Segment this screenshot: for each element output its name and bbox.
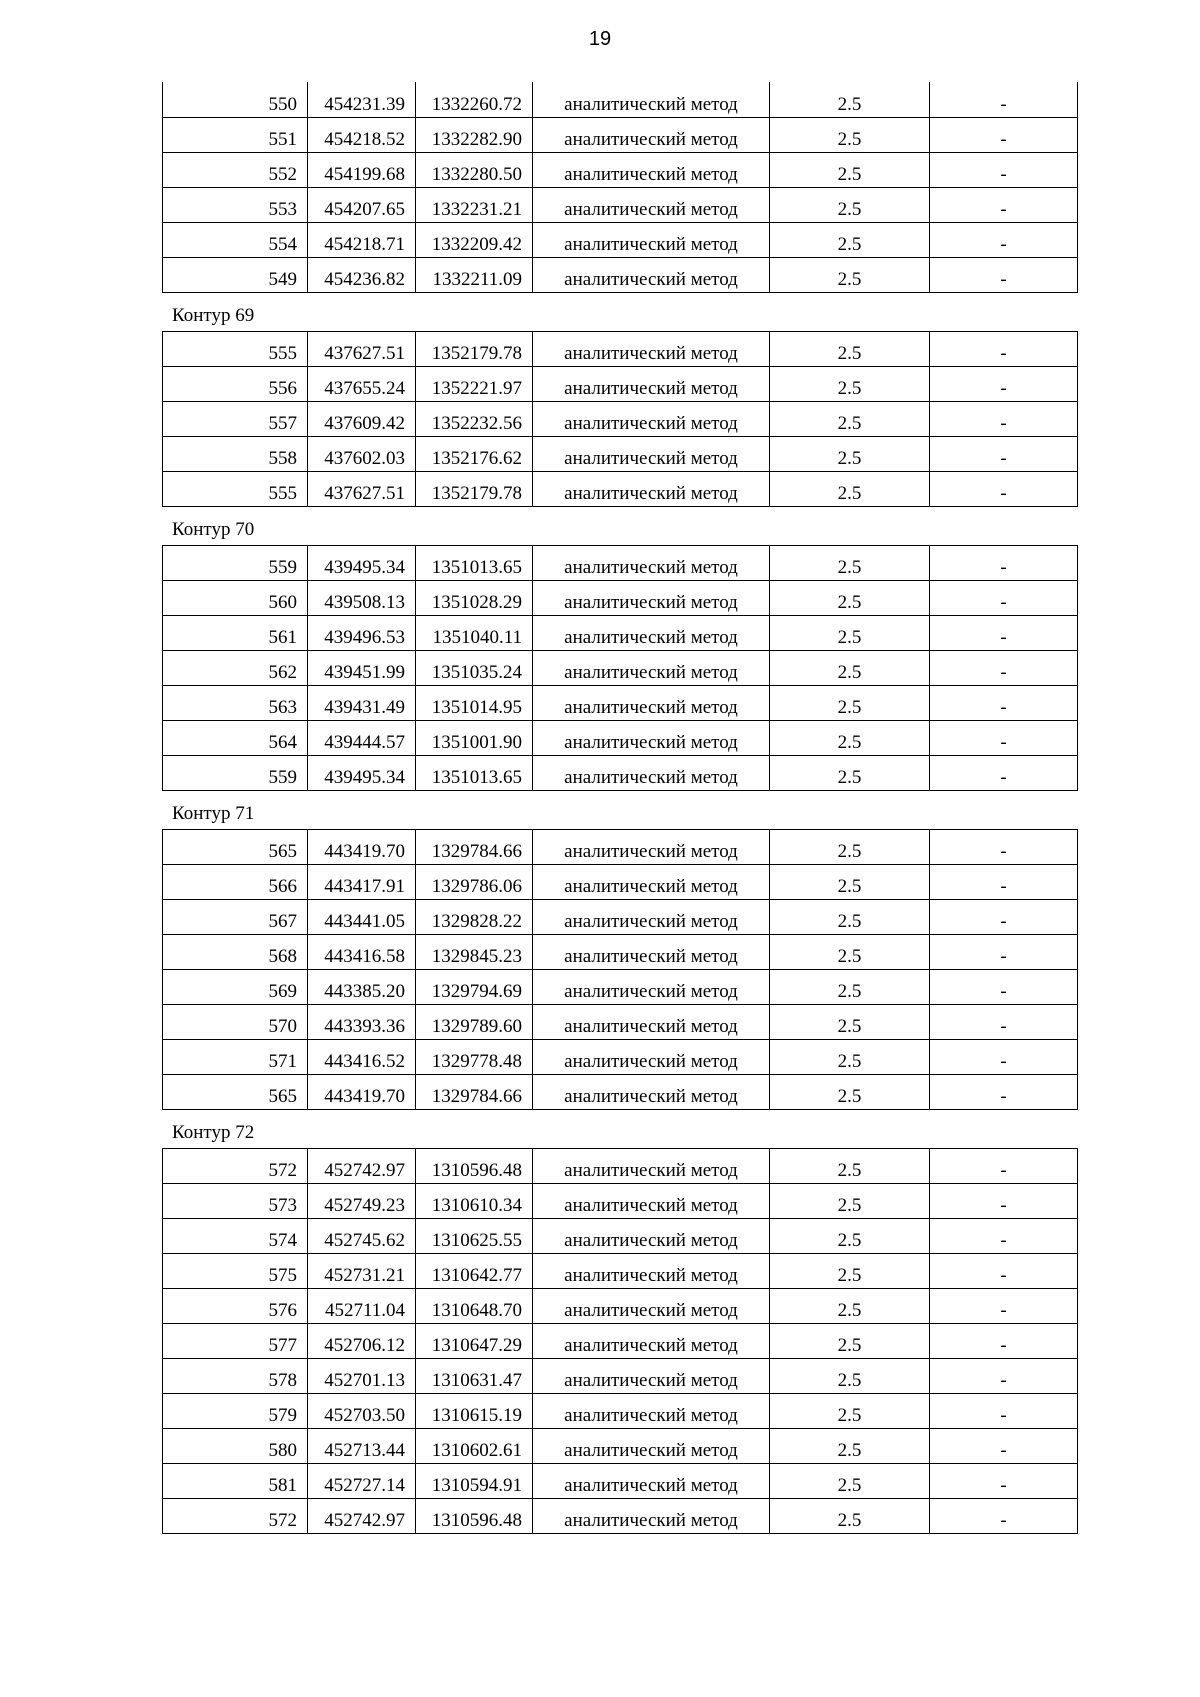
y-coordinate-cell: 1329784.66: [416, 829, 533, 864]
table-row: [163, 650, 1078, 685]
description-cell: -: [930, 1074, 1078, 1109]
accuracy-cell: 2.5: [770, 436, 930, 471]
table-row: [163, 1428, 1078, 1463]
method-cell: аналитический метод: [533, 864, 770, 899]
accuracy-cell: 2.5: [770, 82, 930, 117]
accuracy-cell: 2.5: [770, 685, 930, 720]
point-number-cell: 563: [163, 685, 308, 720]
accuracy-cell: 2.5: [770, 580, 930, 615]
description-cell: -: [930, 545, 1078, 580]
x-coordinate-cell: 439451.99: [308, 650, 416, 685]
point-number-cell: 561: [163, 615, 308, 650]
table-row: [163, 864, 1078, 899]
y-coordinate-cell: 1329789.60: [416, 1004, 533, 1039]
y-coordinate-cell: 1332209.42: [416, 222, 533, 257]
accuracy-cell: 2.5: [770, 755, 930, 790]
x-coordinate-cell: 443393.36: [308, 1004, 416, 1039]
x-coordinate-cell: 454199.68: [308, 152, 416, 187]
point-number-cell: 552: [163, 152, 308, 187]
table-row: [163, 1074, 1078, 1109]
point-number-cell: 549: [163, 257, 308, 292]
point-number-cell: 577: [163, 1323, 308, 1358]
method-cell: аналитический метод: [533, 1039, 770, 1074]
table-row: [163, 152, 1078, 187]
description-cell: -: [930, 1288, 1078, 1323]
method-cell: аналитический метод: [533, 222, 770, 257]
x-coordinate-cell: 443385.20: [308, 969, 416, 1004]
method-cell: аналитический метод: [533, 401, 770, 436]
description-cell: -: [930, 1323, 1078, 1358]
point-number-cell: 580: [163, 1428, 308, 1463]
y-coordinate-cell: 1352179.78: [416, 331, 533, 366]
y-coordinate-cell: 1351028.29: [416, 580, 533, 615]
method-cell: аналитический метод: [533, 1218, 770, 1253]
x-coordinate-cell: 454218.52: [308, 117, 416, 152]
accuracy-cell: 2.5: [770, 545, 930, 580]
accuracy-cell: 2.5: [770, 1039, 930, 1074]
table-row: [163, 82, 1078, 117]
table-row: [163, 1183, 1078, 1218]
y-coordinate-cell: 1332260.72: [416, 82, 533, 117]
y-coordinate-cell: 1310631.47: [416, 1358, 533, 1393]
point-number-cell: 558: [163, 436, 308, 471]
point-number-cell: 555: [163, 471, 308, 506]
x-coordinate-cell: 437627.51: [308, 471, 416, 506]
method-cell: аналитический метод: [533, 331, 770, 366]
point-number-cell: 550: [163, 82, 308, 117]
point-number-cell: 569: [163, 969, 308, 1004]
point-number-cell: 568: [163, 934, 308, 969]
y-coordinate-cell: 1329786.06: [416, 864, 533, 899]
description-cell: -: [930, 685, 1078, 720]
point-number-cell: 556: [163, 366, 308, 401]
accuracy-cell: 2.5: [770, 366, 930, 401]
x-coordinate-cell: 452731.21: [308, 1253, 416, 1288]
point-number-cell: 575: [163, 1253, 308, 1288]
table-row: [163, 222, 1078, 257]
description-cell: -: [930, 934, 1078, 969]
table-row: [163, 471, 1078, 506]
y-coordinate-cell: 1310602.61: [416, 1428, 533, 1463]
accuracy-cell: 2.5: [770, 1498, 930, 1533]
method-cell: аналитический метод: [533, 117, 770, 152]
method-cell: аналитический метод: [533, 1183, 770, 1218]
description-cell: -: [930, 117, 1078, 152]
point-number-cell: 570: [163, 1004, 308, 1039]
y-coordinate-cell: 1310615.19: [416, 1393, 533, 1428]
x-coordinate-cell: 454236.82: [308, 257, 416, 292]
x-coordinate-cell: 439496.53: [308, 615, 416, 650]
description-cell: -: [930, 615, 1078, 650]
point-number-cell: 573: [163, 1183, 308, 1218]
method-cell: аналитический метод: [533, 580, 770, 615]
table-row: [163, 1218, 1078, 1253]
method-cell: аналитический метод: [533, 720, 770, 755]
table-row: [163, 1498, 1078, 1533]
accuracy-cell: 2.5: [770, 1074, 930, 1109]
table-row: [163, 720, 1078, 755]
accuracy-cell: 2.5: [770, 1428, 930, 1463]
accuracy-cell: 2.5: [770, 720, 930, 755]
description-cell: -: [930, 1428, 1078, 1463]
coordinates-document: [162, 82, 1077, 1534]
point-number-cell: 562: [163, 650, 308, 685]
method-cell: аналитический метод: [533, 1074, 770, 1109]
y-coordinate-cell: 1329828.22: [416, 899, 533, 934]
description-cell: -: [930, 864, 1078, 899]
table-row: [163, 1463, 1078, 1498]
accuracy-cell: 2.5: [770, 1183, 930, 1218]
accuracy-cell: 2.5: [770, 1218, 930, 1253]
table-row: [163, 366, 1078, 401]
accuracy-cell: 2.5: [770, 615, 930, 650]
y-coordinate-cell: 1310647.29: [416, 1323, 533, 1358]
x-coordinate-cell: 454207.65: [308, 187, 416, 222]
x-coordinate-cell: 443416.58: [308, 934, 416, 969]
x-coordinate-cell: 443419.70: [308, 1074, 416, 1109]
method-cell: аналитический метод: [533, 1498, 770, 1533]
accuracy-cell: 2.5: [770, 864, 930, 899]
coordinates-table: [162, 331, 1078, 507]
accuracy-cell: 2.5: [770, 899, 930, 934]
method-cell: аналитический метод: [533, 187, 770, 222]
description-cell: -: [930, 720, 1078, 755]
x-coordinate-cell: 443441.05: [308, 899, 416, 934]
description-cell: -: [930, 1039, 1078, 1074]
y-coordinate-cell: 1351013.65: [416, 755, 533, 790]
description-cell: -: [930, 82, 1078, 117]
description-cell: -: [930, 580, 1078, 615]
x-coordinate-cell: 443417.91: [308, 864, 416, 899]
contour-title: Контур 70: [172, 518, 255, 540]
table-row: [163, 580, 1078, 615]
description-cell: -: [930, 1393, 1078, 1428]
accuracy-cell: 2.5: [770, 1253, 930, 1288]
y-coordinate-cell: 1310596.48: [416, 1498, 533, 1533]
description-cell: -: [930, 401, 1078, 436]
accuracy-cell: 2.5: [770, 1358, 930, 1393]
table-row: [163, 1253, 1078, 1288]
page-number: 19: [588, 28, 612, 50]
method-cell: аналитический метод: [533, 257, 770, 292]
x-coordinate-cell: 439495.34: [308, 545, 416, 580]
y-coordinate-cell: 1329778.48: [416, 1039, 533, 1074]
point-number-cell: 581: [163, 1463, 308, 1498]
y-coordinate-cell: 1310610.34: [416, 1183, 533, 1218]
point-number-cell: 559: [163, 755, 308, 790]
x-coordinate-cell: 439444.57: [308, 720, 416, 755]
description-cell: -: [930, 471, 1078, 506]
method-cell: аналитический метод: [533, 152, 770, 187]
method-cell: аналитический метод: [533, 1463, 770, 1498]
method-cell: аналитический метод: [533, 969, 770, 1004]
point-number-cell: 567: [163, 899, 308, 934]
y-coordinate-cell: 1352221.97: [416, 366, 533, 401]
method-cell: аналитический метод: [533, 829, 770, 864]
point-number-cell: 579: [163, 1393, 308, 1428]
point-number-cell: 574: [163, 1218, 308, 1253]
table-row: [163, 187, 1078, 222]
description-cell: -: [930, 152, 1078, 187]
table-row: [163, 934, 1078, 969]
x-coordinate-cell: 452711.04: [308, 1288, 416, 1323]
x-coordinate-cell: 443416.52: [308, 1039, 416, 1074]
point-number-cell: 554: [163, 222, 308, 257]
description-cell: -: [930, 187, 1078, 222]
table-row: [163, 1288, 1078, 1323]
method-cell: аналитический метод: [533, 1323, 770, 1358]
point-number-cell: 565: [163, 829, 308, 864]
accuracy-cell: 2.5: [770, 222, 930, 257]
x-coordinate-cell: 452706.12: [308, 1323, 416, 1358]
point-number-cell: 566: [163, 864, 308, 899]
y-coordinate-cell: 1329794.69: [416, 969, 533, 1004]
accuracy-cell: 2.5: [770, 152, 930, 187]
x-coordinate-cell: 452742.97: [308, 1498, 416, 1533]
x-coordinate-cell: 452703.50: [308, 1393, 416, 1428]
point-number-cell: 557: [163, 401, 308, 436]
y-coordinate-cell: 1352176.62: [416, 436, 533, 471]
table-row: [163, 829, 1078, 864]
point-number-cell: 564: [163, 720, 308, 755]
description-cell: -: [930, 755, 1078, 790]
x-coordinate-cell: 437609.42: [308, 401, 416, 436]
accuracy-cell: 2.5: [770, 934, 930, 969]
coordinates-table: [162, 82, 1078, 293]
table-row: [163, 755, 1078, 790]
method-cell: аналитический метод: [533, 366, 770, 401]
description-cell: -: [930, 331, 1078, 366]
y-coordinate-cell: 1310594.91: [416, 1463, 533, 1498]
y-coordinate-cell: 1310625.55: [416, 1218, 533, 1253]
description-cell: -: [930, 1358, 1078, 1393]
x-coordinate-cell: 439508.13: [308, 580, 416, 615]
contour-title: Контур 69: [172, 304, 255, 326]
table-row: [163, 257, 1078, 292]
coordinates-table: [162, 829, 1078, 1110]
y-coordinate-cell: 1310648.70: [416, 1288, 533, 1323]
method-cell: аналитический метод: [533, 899, 770, 934]
description-cell: -: [930, 1253, 1078, 1288]
description-cell: -: [930, 650, 1078, 685]
x-coordinate-cell: 437627.51: [308, 331, 416, 366]
method-cell: аналитический метод: [533, 934, 770, 969]
method-cell: аналитический метод: [533, 1253, 770, 1288]
description-cell: -: [930, 1183, 1078, 1218]
y-coordinate-cell: 1351013.65: [416, 545, 533, 580]
y-coordinate-cell: 1329784.66: [416, 1074, 533, 1109]
method-cell: аналитический метод: [533, 1393, 770, 1428]
y-coordinate-cell: 1332282.90: [416, 117, 533, 152]
method-cell: аналитический метод: [533, 1358, 770, 1393]
description-cell: -: [930, 1004, 1078, 1039]
x-coordinate-cell: 454218.71: [308, 222, 416, 257]
y-coordinate-cell: 1351035.24: [416, 650, 533, 685]
accuracy-cell: 2.5: [770, 187, 930, 222]
y-coordinate-cell: 1351001.90: [416, 720, 533, 755]
method-cell: аналитический метод: [533, 615, 770, 650]
y-coordinate-cell: 1332280.50: [416, 152, 533, 187]
table-row: [163, 1358, 1078, 1393]
accuracy-cell: 2.5: [770, 471, 930, 506]
table-row: [163, 401, 1078, 436]
description-cell: -: [930, 222, 1078, 257]
y-coordinate-cell: 1332211.09: [416, 257, 533, 292]
table-row: [163, 117, 1078, 152]
y-coordinate-cell: 1310642.77: [416, 1253, 533, 1288]
table-row: [163, 436, 1078, 471]
table-row: [163, 1393, 1078, 1428]
contour-title: Контур 72: [172, 1121, 255, 1143]
method-cell: аналитический метод: [533, 1288, 770, 1323]
table-row: [163, 545, 1078, 580]
method-cell: аналитический метод: [533, 1148, 770, 1183]
method-cell: аналитический метод: [533, 650, 770, 685]
accuracy-cell: 2.5: [770, 969, 930, 1004]
x-coordinate-cell: 439495.34: [308, 755, 416, 790]
method-cell: аналитический метод: [533, 436, 770, 471]
y-coordinate-cell: 1329845.23: [416, 934, 533, 969]
method-cell: аналитический метод: [533, 82, 770, 117]
accuracy-cell: 2.5: [770, 650, 930, 685]
table-row: [163, 1323, 1078, 1358]
description-cell: -: [930, 257, 1078, 292]
description-cell: -: [930, 366, 1078, 401]
accuracy-cell: 2.5: [770, 1463, 930, 1498]
description-cell: -: [930, 1463, 1078, 1498]
description-cell: -: [930, 1218, 1078, 1253]
method-cell: аналитический метод: [533, 1428, 770, 1463]
point-number-cell: 551: [163, 117, 308, 152]
method-cell: аналитический метод: [533, 545, 770, 580]
table-row: [163, 331, 1078, 366]
coordinates-table: [162, 545, 1078, 791]
y-coordinate-cell: 1332231.21: [416, 187, 533, 222]
point-number-cell: 572: [163, 1148, 308, 1183]
accuracy-cell: 2.5: [770, 1288, 930, 1323]
accuracy-cell: 2.5: [770, 1393, 930, 1428]
x-coordinate-cell: 454231.39: [308, 82, 416, 117]
point-number-cell: 565: [163, 1074, 308, 1109]
description-cell: -: [930, 969, 1078, 1004]
method-cell: аналитический метод: [533, 1004, 770, 1039]
table-row: [163, 685, 1078, 720]
accuracy-cell: 2.5: [770, 117, 930, 152]
x-coordinate-cell: 452701.13: [308, 1358, 416, 1393]
method-cell: аналитический метод: [533, 755, 770, 790]
x-coordinate-cell: 439431.49: [308, 685, 416, 720]
point-number-cell: 572: [163, 1498, 308, 1533]
table-row: [163, 615, 1078, 650]
contour-title: Контур 71: [172, 802, 255, 824]
point-number-cell: 560: [163, 580, 308, 615]
x-coordinate-cell: 443419.70: [308, 829, 416, 864]
x-coordinate-cell: 452742.97: [308, 1148, 416, 1183]
point-number-cell: 553: [163, 187, 308, 222]
description-cell: -: [930, 1498, 1078, 1533]
table-row: [163, 899, 1078, 934]
accuracy-cell: 2.5: [770, 1323, 930, 1358]
table-row: [163, 1004, 1078, 1039]
description-cell: -: [930, 829, 1078, 864]
point-number-cell: 559: [163, 545, 308, 580]
x-coordinate-cell: 452745.62: [308, 1218, 416, 1253]
y-coordinate-cell: 1310596.48: [416, 1148, 533, 1183]
description-cell: -: [930, 1148, 1078, 1183]
accuracy-cell: 2.5: [770, 401, 930, 436]
x-coordinate-cell: 452713.44: [308, 1428, 416, 1463]
accuracy-cell: 2.5: [770, 1148, 930, 1183]
accuracy-cell: 2.5: [770, 257, 930, 292]
accuracy-cell: 2.5: [770, 331, 930, 366]
point-number-cell: 571: [163, 1039, 308, 1074]
y-coordinate-cell: 1351040.11: [416, 615, 533, 650]
y-coordinate-cell: 1352232.56: [416, 401, 533, 436]
table-row: [163, 1148, 1078, 1183]
x-coordinate-cell: 437602.03: [308, 436, 416, 471]
point-number-cell: 578: [163, 1358, 308, 1393]
table-row: [163, 969, 1078, 1004]
point-number-cell: 576: [163, 1288, 308, 1323]
method-cell: аналитический метод: [533, 471, 770, 506]
y-coordinate-cell: 1352179.78: [416, 471, 533, 506]
x-coordinate-cell: 452749.23: [308, 1183, 416, 1218]
point-number-cell: 555: [163, 331, 308, 366]
x-coordinate-cell: 437655.24: [308, 366, 416, 401]
x-coordinate-cell: 452727.14: [308, 1463, 416, 1498]
y-coordinate-cell: 1351014.95: [416, 685, 533, 720]
description-cell: -: [930, 436, 1078, 471]
accuracy-cell: 2.5: [770, 829, 930, 864]
accuracy-cell: 2.5: [770, 1004, 930, 1039]
description-cell: -: [930, 899, 1078, 934]
method-cell: аналитический метод: [533, 685, 770, 720]
table-row: [163, 1039, 1078, 1074]
coordinates-table: [162, 1148, 1078, 1534]
